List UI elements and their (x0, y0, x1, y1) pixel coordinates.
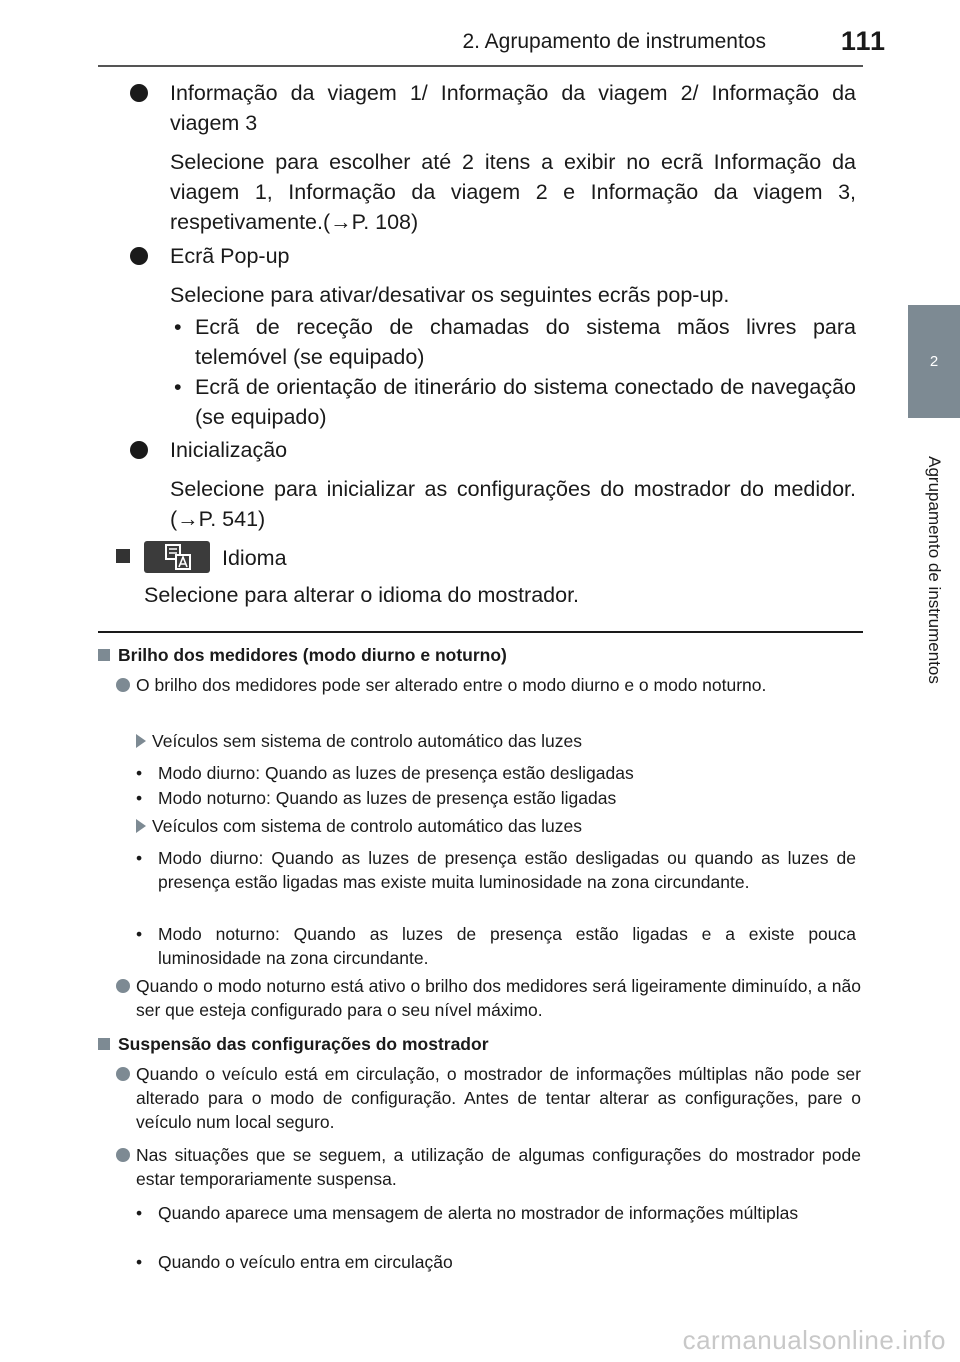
trip-info-title: Informação da viagem 1/ Informação da viagem 2/ Informação da viagem 3 (170, 81, 856, 135)
chapter-number: 2 (929, 353, 939, 370)
init-title: Inicialização (170, 438, 288, 462)
gray-dot-icon (116, 1067, 130, 1081)
bullet-dot-icon (130, 247, 148, 265)
square-bullet-icon (98, 1038, 110, 1050)
bullet: • (174, 315, 182, 339)
gray-dot-icon (116, 979, 130, 993)
header-divider (98, 65, 863, 67)
popup-sub-text: Ecrã de orientação de itinerário do sistema conectado de navegação (se equipado) (195, 375, 856, 429)
chapter-side-label: Agrupamento de instrumentos (925, 456, 944, 684)
mode-item: • Modo diurno: Quando as luzes de presença estão desligadas ou quando as luzes de presença estão ligadas mas existe muita luminosidade na zona circundante. (136, 848, 856, 892)
popup-sub-item (174, 372, 856, 432)
watermark: carmanualsonline.info (682, 1325, 946, 1355)
gray-dot-icon (116, 1148, 130, 1162)
square-bullet-icon (116, 549, 130, 563)
note-text: Quando o veículo está em circulação, o mostrador de informações múltiplas não pode ser alterado para o modo de configuração. Antes de tentar alterar as configurações, pare o veículo num local seguro. (136, 1064, 861, 1132)
mode-item: • Modo noturno: Quando as luzes de presença estão ligadas (136, 788, 617, 808)
note-text: Quando o modo noturno está ativo o brilho dos medidores será ligeiramente diminuído, a não ser que esteja configurado para o seu nível máximo. (136, 976, 861, 1020)
section-divider (98, 631, 863, 633)
arrow-right-icon (136, 819, 146, 833)
popup-sub-item (174, 312, 856, 372)
situation-item: • Quando aparece uma mensagem de alerta no mostrador de informações múltiplas (136, 1203, 799, 1223)
mode-item: • Modo diurno: Quando as luzes de presença estão desligadas (136, 763, 634, 783)
mode-item: • Modo noturno: Quando as luzes de presença estão ligadas e a existe pouca luminosidade na zona circundante. (136, 924, 856, 968)
gray-dot-icon (116, 678, 130, 692)
note-item (116, 1143, 861, 1191)
trip-info-desc: Selecione para escolher até 2 itens a exibir no ecrã Informação da viagem 1, Informação da viagem 2 e Informação da viagem 3, respetivamente.(→P. 108) (170, 150, 856, 234)
popup-sub-text: Ecrã de receção de chamadas do sistema mãos livres para telemóvel (se equipado) (195, 315, 856, 369)
popup-title: Ecrã Pop-up (170, 244, 290, 268)
init-item (130, 435, 856, 465)
note-item (116, 1062, 861, 1134)
vehicle-type-label: Veículos sem sistema de controlo automático das luzes (136, 729, 861, 753)
trip-info-item (130, 78, 856, 138)
note-text: Nas situações que se seguem, a utilização de algumas configurações do mostrador pode estar temporariamente suspensa. (136, 1145, 861, 1189)
language-settings-icon (144, 541, 210, 573)
chapter-tab (908, 305, 960, 418)
suspension-heading: Suspensão das configurações do mostrador (98, 1032, 863, 1056)
note-item (116, 673, 861, 697)
vehicle-type-label: Veículos com sistema de controlo automático das luzes (136, 814, 861, 838)
arrow-right-icon (136, 734, 146, 748)
init-desc: Selecione para inicializar as configurações do mostrador do medidor. (→P. 541) (170, 477, 856, 531)
note-text: O brilho dos medidores pode ser alterado entre o modo diurno e o modo noturno. (136, 675, 767, 695)
page-number: 111 (840, 26, 886, 56)
popup-item (130, 241, 856, 271)
bullet-dot-icon (130, 441, 148, 459)
language-desc: Selecione para alterar o idioma do mostrador. (144, 583, 580, 607)
header-title: 2. Agrupamento de instrumentos (462, 30, 766, 53)
situation-item: • Quando o veículo entra em circulação (136, 1252, 453, 1272)
brightness-heading: Brilho dos medidores (modo diurno e noturno) (98, 643, 863, 667)
square-bullet-icon (98, 649, 110, 661)
popup-desc: Selecione para ativar/desativar os seguintes ecrãs pop-up. (170, 283, 730, 307)
language-title: Idioma (222, 546, 287, 570)
bullet-dot-icon (130, 84, 148, 102)
language-item (116, 541, 287, 573)
note-item (116, 974, 861, 1022)
bullet: • (174, 375, 182, 399)
